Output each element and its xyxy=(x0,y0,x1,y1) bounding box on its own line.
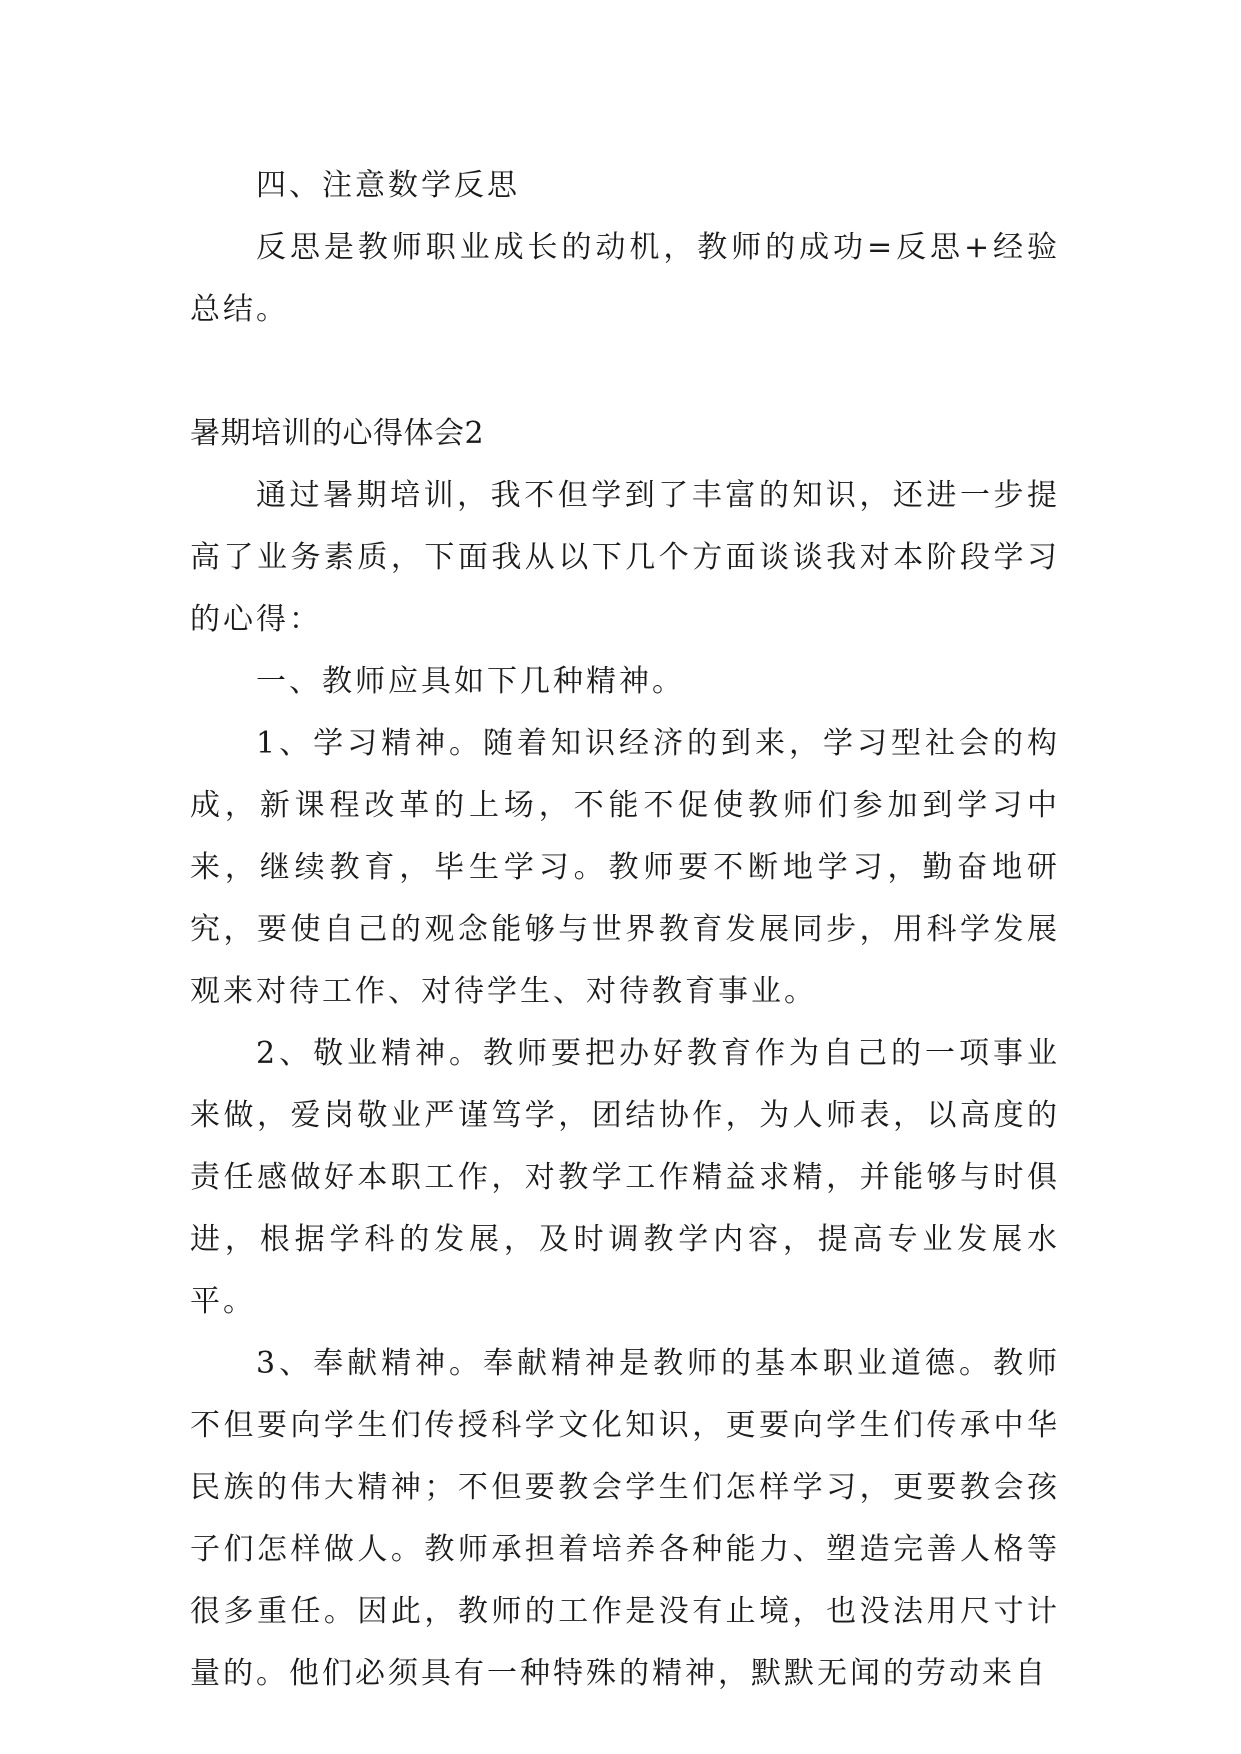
point-1-paragraph: 1、学习精神。随着知识经济的到来，学习型社会的构成，新课程改革的上场，不能不促使教师们参加到学习中来，继续教育，毕生学习。教师要不断地学习，勤奋地研究，要使自己的观念能够与世界教育发展同步，用科学发展观来对待工作、对待学生、对待教育事业。 xyxy=(190,726,1060,1009)
document-body xyxy=(190,155,1060,1705)
point-3-paragraph: 3、奉献精神。奉献精神是教师的基本职业道德。教师不但要向学生们传授科学文化知识，更要向学生们传承中华民族的伟大精神；不但要教会学生们怎样学习，更要教会孩子们怎样做人。教师承担着培养各种能力、塑造完善人格等很多重任。因此，教师的工作是没有止境，也没法用尺寸计量的。他们必须具有一种特殊的精神，默默无闻的劳动来自 xyxy=(190,1346,1060,1691)
point-2-paragraph: 2、敬业精神。教师要把办好教育作为自己的一项事业来做，爱岗敬业严谨笃学，团结协作，为人师表，以高度的责任感做好本职工作，对教学工作精益求精，并能够与时俱进，根据学科的发展，及时调教学内容，提高专业发展水平。 xyxy=(190,1036,1060,1319)
section-heading-4: 四、注意数学反思 xyxy=(256,168,520,203)
intro-paragraph: 通过暑期培训，我不但学到了丰富的知识，还进一步提高了业务素质，下面我从以下几个方面谈谈我对本阶段学习的心得： xyxy=(190,478,1060,637)
section-heading-1: 一、教师应具如下几种精神。 xyxy=(256,664,685,699)
article-title: 暑期培训的心得体会2 xyxy=(190,416,485,451)
reflection-paragraph: 反思是教师职业成长的动机，教师的成功=反思+经验总结。 xyxy=(190,230,1060,327)
